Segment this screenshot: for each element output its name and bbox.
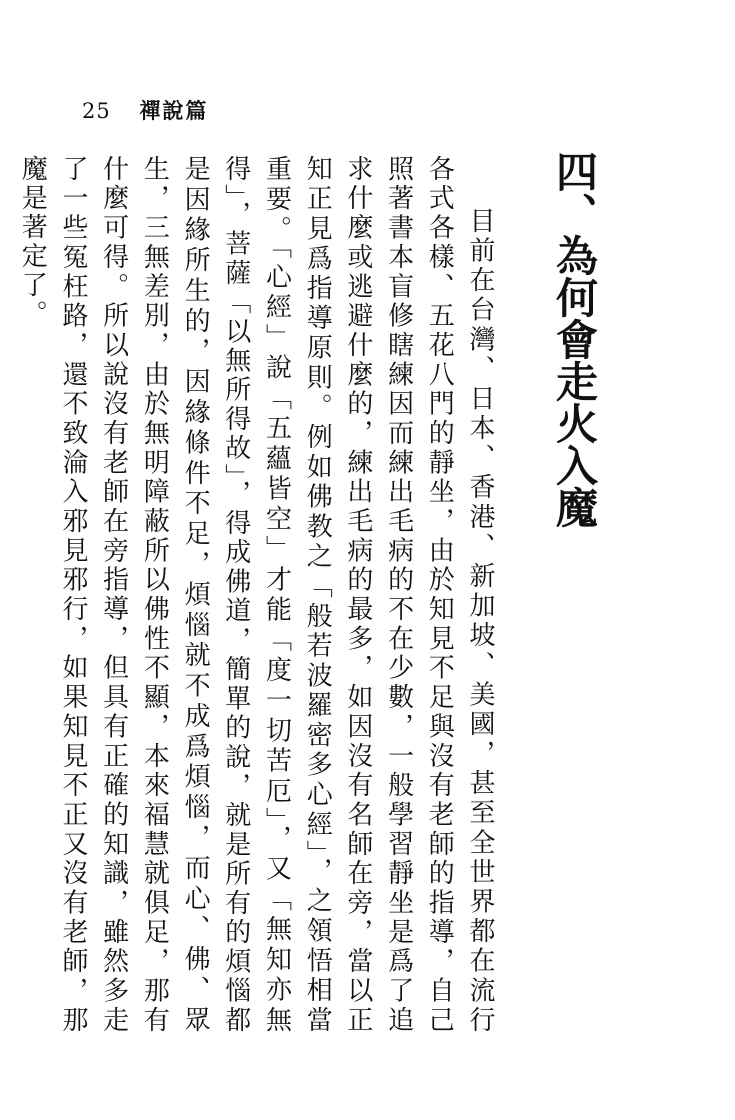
running-header — [82, 96, 208, 126]
body-paragraph: 目前在台灣、日本、香港、新加坡、美國，甚至全世界都在流行各式各樣、五花八門的靜坐，由於知見不足與沒有老師的指導，自己照著書本盲修瞎練因而練出毛病的不在少數，一般學習靜坐是爲了追求什麼或逃避什麼的，練出毛病的最多，如因沒有名師在旁，當以正知正見爲指導原則。例如佛教之「般若波羅密多心經」，之領悟相當重要。「心經」說「五蘊皆空」才能「度一切苦厄」，又「無知亦無得」，菩薩「以無所得故」，得成佛道，簡單的說，就是所有的煩惱都是因緣所生的，因緣條件不足，煩惱就不成爲煩惱，而心、佛、眾生，三無差別，由於無明障蔽所以佛性不顯，本來福慧就俱足，那有什麼可得。所以說沒有老師在旁指導，但具有正確的知識，雖然多走了一些冤枉路，還不致淪入邪見邪行，如果知見不正又沒有老師，那魔是著定了。 — [17, 155, 495, 1035]
body-text — [17, 155, 500, 1035]
page-number: 25 — [82, 99, 111, 123]
section-title: 禪說篇 — [139, 98, 209, 123]
chapter-title: 四、為何會走火入魔 — [550, 150, 599, 528]
